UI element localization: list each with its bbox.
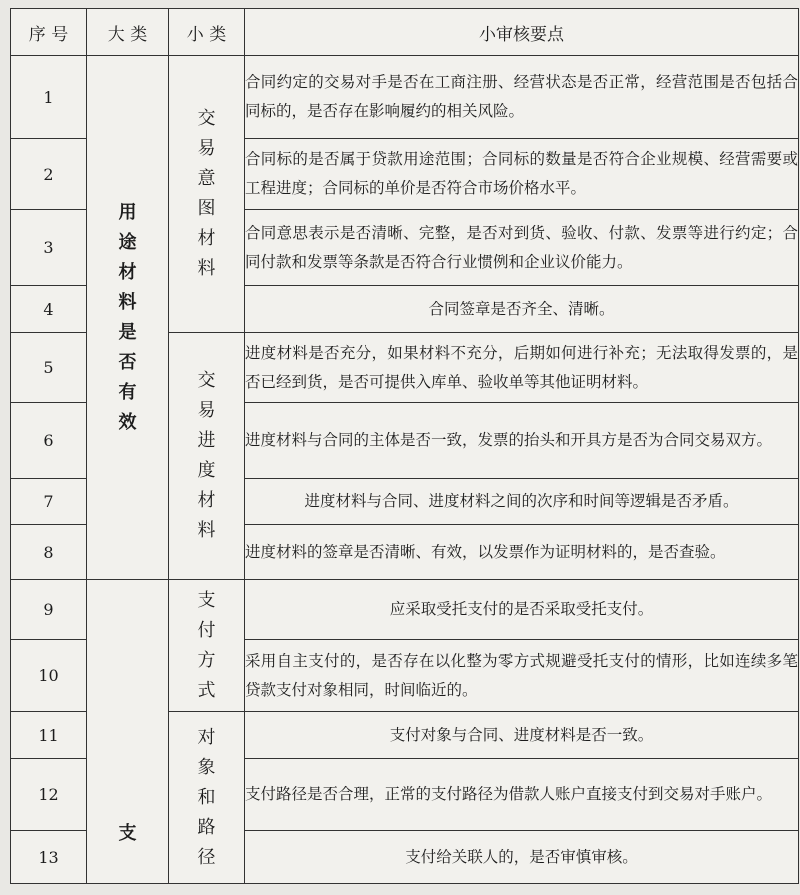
- audit-point: 应采取受托支付的是否采取受托支付。: [245, 580, 799, 640]
- row-number: 3: [11, 210, 87, 286]
- minor-category-cell: [169, 333, 245, 580]
- audit-point: 支付路径是否合理，正常的支付路径为借款人账户直接支付到交易对手账户。: [245, 759, 799, 831]
- audit-point: 合同标的是否属于贷款用途范围；合同标的数量是否符合企业规模、经营需要或工程进度；合同标的单价是否符合市场价格水平。: [245, 139, 799, 210]
- audit-point: 支付对象与合同、进度材料是否一致。: [245, 712, 799, 759]
- major-category-cell: [87, 580, 169, 884]
- audit-point: 进度材料与合同、进度材料之间的次序和时间等逻辑是否矛盾。: [245, 479, 799, 525]
- major-category-cell: [87, 56, 169, 580]
- header-no: 序 号: [11, 9, 87, 56]
- row-number: 1: [11, 56, 87, 139]
- minor-category-cell: [169, 580, 245, 712]
- row-number: 2: [11, 139, 87, 210]
- audit-point: 支付给关联人的，是否审慎审核。: [245, 831, 799, 884]
- audit-point: 进度材料是否充分，如果材料不充分，后期如何进行补充；无法取得发票的，是否已经到货，是否可提供入库单、验收单等其他证明材料。: [245, 333, 799, 403]
- row-number: 8: [11, 525, 87, 580]
- minor-category-2: 交 易 进 度 材 料: [197, 370, 216, 541]
- table-row: [11, 580, 799, 640]
- minor-category-3: 支 付 方 式: [197, 589, 216, 701]
- row-number: 11: [11, 712, 87, 759]
- audit-point: 合同签章是否齐全、清晰。: [245, 286, 799, 333]
- audit-point: 合同约定的交易对手是否在工商注册、经营状态是否正常，经营范围是否包括合同标的，是否存在影响履约的相关风险。: [245, 56, 799, 139]
- major-category-2: 支: [118, 823, 137, 844]
- row-number: 7: [11, 479, 87, 525]
- audit-point: 合同意思表示是否清晰、完整，是否对到货、验收、付款、发票等进行约定；合同付款和发票等条款是否符合行业惯例和企业议价能力。: [245, 210, 799, 286]
- row-number: 9: [11, 580, 87, 640]
- row-number: 5: [11, 333, 87, 403]
- minor-category-4: 对 象 和 路 径: [197, 726, 216, 868]
- audit-table: [10, 8, 799, 884]
- row-number: 13: [11, 831, 87, 884]
- row-number: 4: [11, 286, 87, 333]
- header-minor-category: 小 类: [169, 9, 245, 56]
- minor-category-cell: [169, 56, 245, 333]
- minor-category-cell: [169, 712, 245, 884]
- row-number: 10: [11, 640, 87, 712]
- row-number: 12: [11, 759, 87, 831]
- audit-point: 进度材料与合同的主体是否一致，发票的抬头和开具方是否为合同交易双方。: [245, 403, 799, 479]
- major-category-1: 用 途 材 料 是 否 有 效: [118, 201, 137, 433]
- table-row: [11, 56, 799, 139]
- header-major-category: 大 类: [87, 9, 169, 56]
- minor-category-1: 交 易 意 图 材 料: [197, 108, 216, 279]
- row-number: 6: [11, 403, 87, 479]
- header-row: [11, 9, 799, 56]
- audit-point: 采用自主支付的，是否存在以化整为零方式规避受托支付的情形，比如连续多笔贷款支付对象相同，时间临近的。: [245, 640, 799, 712]
- audit-point: 进度材料的签章是否清晰、有效，以发票作为证明材料的，是否查验。: [245, 525, 799, 580]
- header-audit-points: 小审核要点: [245, 9, 799, 56]
